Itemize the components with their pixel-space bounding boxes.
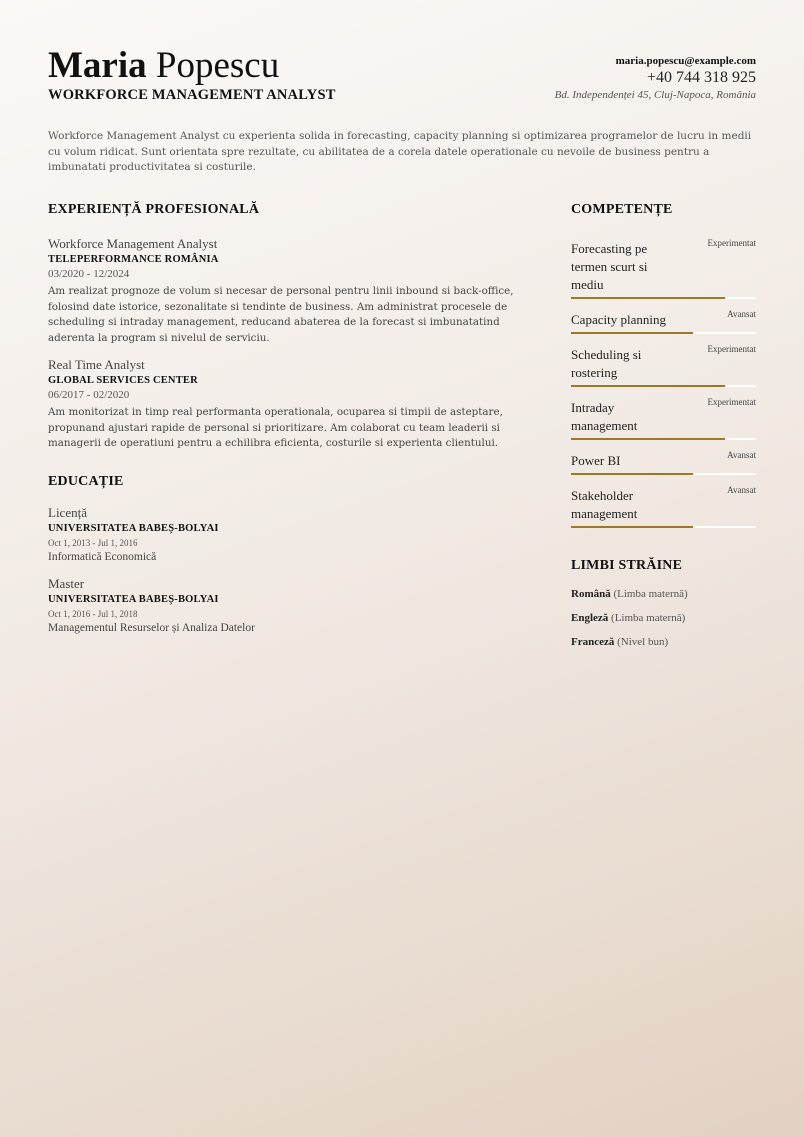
skill-name: Capacity planning: [571, 312, 666, 327]
resume-header: [48, 0, 756, 110]
contact-info: [555, 54, 756, 103]
skill-bar-fill: [571, 297, 725, 299]
email[interactable]: maria.popescu@example.com: [615, 55, 756, 67]
skill-name: Intraday management: [571, 400, 638, 433]
language-item: [571, 582, 756, 606]
education-dates: Oct 1, 2013 - Jul 1, 2016: [48, 537, 138, 548]
job-description: Am realizat prognoze de volum si necesar de personal pentru linii inbound si back-office, folosind date istorice, sezonalitate si tendinte de business. Am administrat procesele de scheduling si intraday management, reducand abaterea de la forecast si imbunatatind aderenta la program si nivelul de serviciu.: [48, 285, 514, 345]
phone[interactable]: +40 744 318 925: [646, 69, 756, 86]
field-of-study: Managementul Resurselor și Analiza Datelor: [48, 621, 255, 634]
degree: Licență: [48, 504, 87, 520]
job-entry: [48, 357, 518, 452]
education-heading: EDUCAȚIE: [48, 473, 124, 489]
school: UNIVERSITATEA BABEȘ-BOLYAI: [48, 593, 219, 605]
full-name: [48, 46, 279, 86]
skill-bar-fill: [571, 438, 725, 440]
first-name: Maria: [48, 45, 147, 86]
skill-item: [571, 485, 756, 528]
skill-bar: [571, 332, 756, 334]
skill-bar-fill: [571, 526, 693, 528]
summary: Workforce Management Analyst cu experienta solida in forecasting, capacity planning si optimizarea programelor de lucru in medii cu volum ridicat. Sunt orientata spre rezultate, cu abilitatea de a corela datele operationale cu nevoile de business pentru a imbunatati productivitatea si costurile.: [48, 130, 752, 173]
education-section: [48, 474, 518, 636]
job-entry: [48, 236, 518, 347]
skill-bar-fill: [571, 473, 693, 475]
skill-bar: [571, 438, 756, 440]
job-description: Am monitorizat in timp real performanta operationala, ocuparea si timpii de asteptare, propunand ajustari rapide de personal si prioritizare. Am colaborat cu team leaderii si managerii de operatiuni pentru a echilibra eficienta, costurile si experienta clientului.: [48, 405, 503, 450]
skill-name: Power BI: [571, 453, 621, 468]
education-entry: [48, 575, 518, 636]
address: Bd. Independenței 45, Cluj-Napoca, România: [554, 89, 756, 101]
skill-bar: [571, 526, 756, 528]
skill-item: [571, 309, 756, 334]
skill-bar: [571, 297, 756, 299]
job-company: GLOBAL SERVICES CENTER: [48, 374, 198, 386]
skill-item: [571, 397, 756, 440]
job-company: TELEPERFORMANCE ROMÂNIA: [48, 254, 219, 265]
language-level: (Limba maternă): [611, 612, 686, 624]
job-position: Real Time Analyst: [48, 356, 145, 372]
right-column: [571, 202, 756, 654]
languages-section: [571, 558, 756, 654]
education-entry: [48, 504, 518, 565]
school: UNIVERSITATEA BABEȘ-BOLYAI: [48, 522, 219, 534]
skill-item: [571, 238, 756, 299]
education-dates: Oct 1, 2016 - Jul 1, 2018: [48, 608, 138, 619]
resume-page: [48, 0, 756, 648]
skill-item: [571, 344, 756, 387]
language-name: Franceză: [571, 636, 615, 648]
skill-name: Forecasting pe termen scurt si mediu: [571, 241, 648, 292]
skill-name: Stakeholder management: [571, 488, 638, 521]
skill-level: Experimentat: [707, 238, 756, 248]
skill-level: Experimentat: [707, 344, 756, 354]
job-title: WORKFORCE MANAGEMENT ANALYST: [48, 87, 336, 103]
last-name: Popescu: [155, 45, 280, 86]
skill-name: Scheduling si rostering: [571, 347, 642, 380]
field-of-study: Informatică Economică: [48, 550, 157, 563]
skills-heading: COMPETENȚE: [571, 202, 673, 217]
language-name: Engleză: [571, 612, 609, 624]
skill-level: Experimentat: [707, 397, 756, 407]
job-dates: 06/2017 - 02/2020: [48, 388, 130, 401]
language-level: (Nivel bun): [617, 636, 669, 648]
skill-item: [571, 450, 756, 475]
skill-bar: [571, 473, 756, 475]
job-dates: 03/2020 - 12/2024: [48, 268, 130, 280]
skill-bar: [571, 385, 756, 387]
skill-level: Avansat: [727, 485, 756, 495]
skill-bar-fill: [571, 385, 725, 387]
experience-heading: EXPERIENȚĂ PROFESIONALĂ: [48, 202, 260, 217]
left-column: [48, 202, 518, 636]
job-position: Workforce Management Analyst: [48, 236, 218, 251]
language-level: (Limba maternă): [613, 588, 688, 600]
languages-heading: LIMBI STRĂINE: [571, 558, 683, 573]
skill-level: Avansat: [727, 309, 756, 319]
language-name: Română: [571, 588, 611, 600]
degree: Master: [48, 575, 85, 591]
language-item: [571, 630, 756, 654]
languages-list: [571, 582, 756, 654]
skill-bar-fill: [571, 332, 693, 334]
skill-level: Avansat: [727, 450, 756, 460]
skills-list: [571, 238, 756, 528]
language-item: [571, 606, 756, 630]
